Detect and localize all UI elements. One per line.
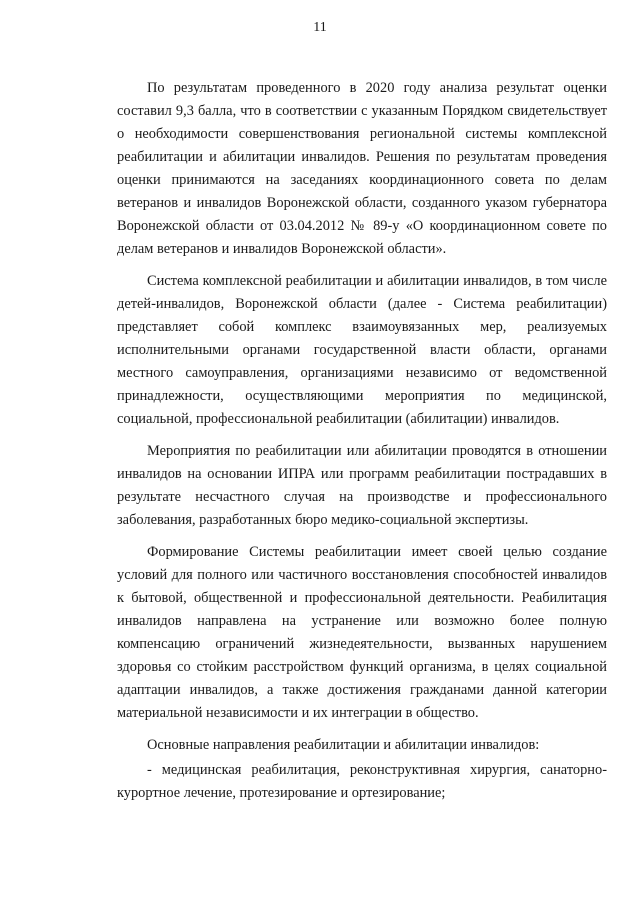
paragraph-system-goal: Формирование Системы реабилитации имеет своей целью создание условий для полного или частичного восстановления способностей инвалидов к бытовой, общественной и профессиональной деятельности. Реабилитация инвалидов направлена на устранение или возможно более полную компенсацию ограничений жизнедеятельности, вызванных нарушением здоровья со стойким расстройством функций организма, в целях социальной адаптации инвалидов, а также достижения гражданами данной категории материальной независимости и их интеграции в общество. xyxy=(117,544,607,721)
paragraph-main-directions: Основные направления реабилитации и абилитации инвалидов: xyxy=(147,737,540,753)
paragraph-rehabilitation-activities: Мероприятия по реабилитации или абилитации проводятся в отношении инвалидов на основании ИПРА или программ реабилитации пострадавших в результате несчастного случая на производстве и профессионального заболевания, разработанных бюро медико-социальной экспертизы. xyxy=(117,443,607,528)
document-body xyxy=(117,77,607,805)
page-number: 11 xyxy=(313,20,327,35)
paragraph-assessment-results: По результатам проведенного в 2020 году анализа результат оценки составил 9,3 балла, что в соответствии с указанным Порядком свидетельствует о необходимости совершенствования региональной системы комплексной реабилитации и абилитации инвалидов. Решения по результатам проведения оценки принимаются на заседаниях координационного совета по делам ветеранов и инвалидов Воронежской области, созданного указом губернатора Воронежской области от 03.04.2012 № 89-у «О координационном совете по делам ветеранов и инвалидов Воронежской области». xyxy=(117,80,607,257)
paragraph-rehabilitation-system: Система комплексной реабилитации и абилитации инвалидов, в том числе детей-инвалидов, Воронежской области (далее - Система реабилитации) представляет собой комплекс взаимоувязанных мер, реализуемых исполнительными органами государственной власти области, органами местного самоуправления, организациями независимо от ведомственной принадлежности, осуществляющими мероприятия по медицинской, социальной, профессиональной реабилитации (абилитации) инвалидов. xyxy=(117,273,607,427)
list-item-medical-rehabilitation: - медицинская реабилитация, реконструктивная хирургия, санаторно-курортное лечение, протезирование и ортезирование; xyxy=(117,762,607,801)
